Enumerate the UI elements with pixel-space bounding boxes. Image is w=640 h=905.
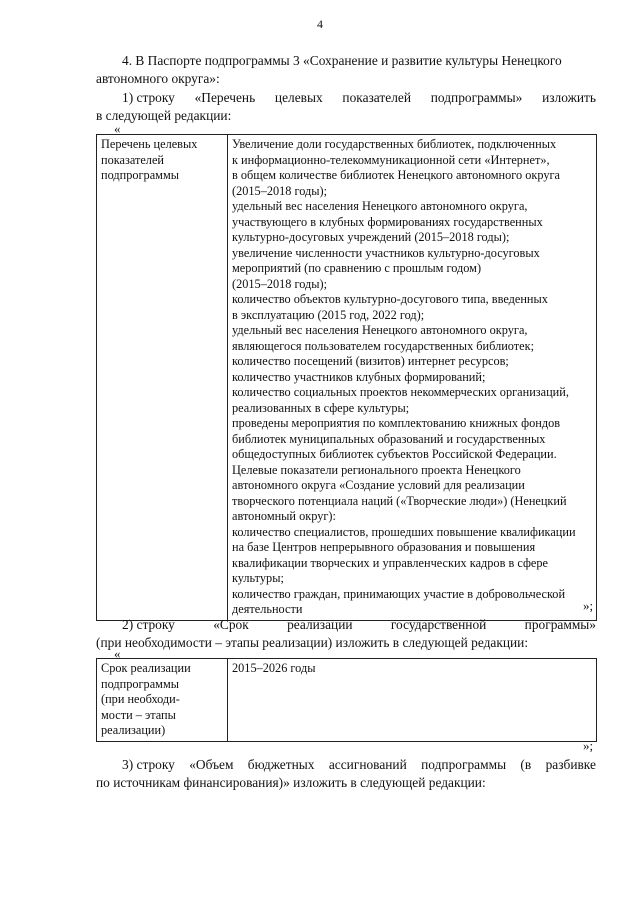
item-2-word: программы» xyxy=(524,617,596,632)
label-line: показателей xyxy=(101,152,164,167)
content-line: увеличение численности участников культурно-досуговых xyxy=(232,245,540,260)
content-line: количество граждан, принимающих участие в добровольческой xyxy=(232,586,566,601)
table-row xyxy=(97,135,597,621)
item-2-word: 2) строку xyxy=(122,617,175,632)
content-line: в эксплуатацию (2015 год, 2022 год); xyxy=(232,307,425,322)
content-line: (2015–2018 годы); xyxy=(232,183,328,198)
item-3-line xyxy=(122,756,596,774)
table-row xyxy=(97,659,597,742)
label-line: реализации) xyxy=(101,723,166,737)
section-4-line-1: 4. В Паспорте подпрограммы 3 «Сохранение и развитие культуры Ненецкого xyxy=(122,53,562,68)
table-label-cell xyxy=(97,135,228,621)
content-line: количество посещений (визитов) интернет ресурсов; xyxy=(232,354,509,368)
item-1-word: изложить xyxy=(542,90,596,105)
item-3-word: ассигнований xyxy=(328,757,407,772)
page-number: 4 xyxy=(317,17,323,31)
content-line: в общем количестве библиотек Ненецкого автономного округа xyxy=(232,168,560,182)
period-value: 2015–2026 годы xyxy=(232,661,316,675)
content-line: творческого потенциала наций («Творческие люди») (Ненецкий xyxy=(232,493,567,508)
content-line: к информационно-телекоммуникационной сети «Интернет», xyxy=(232,152,550,167)
item-3-word: бюджетных xyxy=(247,757,315,772)
content-line: Целевые показатели регионального проекта Ненецкого xyxy=(232,462,521,477)
close-quote-2: »; xyxy=(583,738,594,753)
content-line: участвующего в клубных формированиях государственных xyxy=(232,214,543,229)
close-quote-1: »; xyxy=(583,598,594,613)
item-2-word: «Срок xyxy=(213,617,249,632)
content-line: квалификации творческих и управленческих кадров в сфере xyxy=(232,555,548,570)
item-3-word: подпрограммы xyxy=(421,757,507,772)
item-3-word: разбивке xyxy=(545,757,596,772)
content-line: Увеличение доли государственных библиотек, подключенных xyxy=(232,137,557,151)
item-1-line xyxy=(122,89,596,107)
label-line: Срок реализации xyxy=(101,661,191,675)
item-1-word: целевых xyxy=(274,90,323,105)
content-line: удельный вес населения Ненецкого автономного округа, xyxy=(232,323,528,337)
label-line: подпрограммы xyxy=(101,168,179,182)
content-line: реализованных в сфере культуры; xyxy=(232,400,410,415)
table-content-cell xyxy=(228,659,597,742)
item-2-line-2: (при необходимости – этапы реализации) изложить в следующей редакции: xyxy=(96,635,529,650)
content-line: мероприятий (по сравнению с прошлым годом) xyxy=(232,261,482,275)
content-line: на базе Центров непрерывного образования и повышения xyxy=(232,540,536,554)
content-line: являющегося пользователем государственных библиотек; xyxy=(232,338,535,353)
item-1-word: подпрограммы» xyxy=(430,90,523,105)
item-2-word: государственной xyxy=(390,617,487,632)
item-2-line xyxy=(122,616,596,634)
content-line: общедоступных библиотек субъектов Российской Федерации. xyxy=(232,447,557,461)
item-1-line-2: в следующей редакции: xyxy=(96,108,232,123)
item-3-word: «Объем xyxy=(189,757,234,772)
item-3-line-2: по источникам финансирования)» изложить в следующей редакции: xyxy=(96,775,486,790)
item-3-word: 3) строку xyxy=(122,757,175,772)
open-quote-1: « xyxy=(114,121,121,136)
content-line: проведены мероприятия по комплектованию книжных фондов xyxy=(232,416,561,430)
open-quote-2: « xyxy=(114,646,121,661)
content-line: культурно-досуговых учреждений (2015–2018 годы); xyxy=(232,230,510,244)
item-1-word: «Перечень xyxy=(194,90,256,105)
content-line: количество объектов культурно-досугового типа, введенных xyxy=(232,292,548,306)
content-line: культуры; xyxy=(232,571,284,585)
content-line: количество участников клубных формирований; xyxy=(232,369,486,384)
item-1-word: 1) строку xyxy=(122,90,175,105)
label-line: Перечень целевых xyxy=(101,137,198,151)
target-indicators-table xyxy=(96,134,597,621)
implementation-period-table xyxy=(96,658,597,742)
section-4-line-2: автономного округа»: xyxy=(96,71,220,86)
content-line: количество социальных проектов некоммерческих организаций, xyxy=(232,385,569,399)
label-line: подпрограммы xyxy=(101,676,179,691)
content-line: автономный округ): xyxy=(232,509,336,523)
content-line: автономного округа «Создание условий для реализации xyxy=(232,478,525,492)
item-1-word: показателей xyxy=(342,90,411,105)
content-line: количество специалистов, прошедших повышение квалификации xyxy=(232,524,576,539)
table-content-cell xyxy=(228,135,597,621)
content-line: удельный вес населения Ненецкого автономного округа, xyxy=(232,199,528,213)
content-line: деятельности xyxy=(232,602,303,616)
content-line: (2015–2018 годы); xyxy=(232,276,328,291)
table-label-cell xyxy=(97,659,228,742)
label-line: (при необходи- xyxy=(101,692,180,706)
content-line: библиотек муниципальных образований и государственных xyxy=(232,431,546,446)
item-3-word: (в xyxy=(520,757,532,772)
item-2-word: реализации xyxy=(287,617,353,632)
label-line: мости – этапы xyxy=(101,707,176,722)
